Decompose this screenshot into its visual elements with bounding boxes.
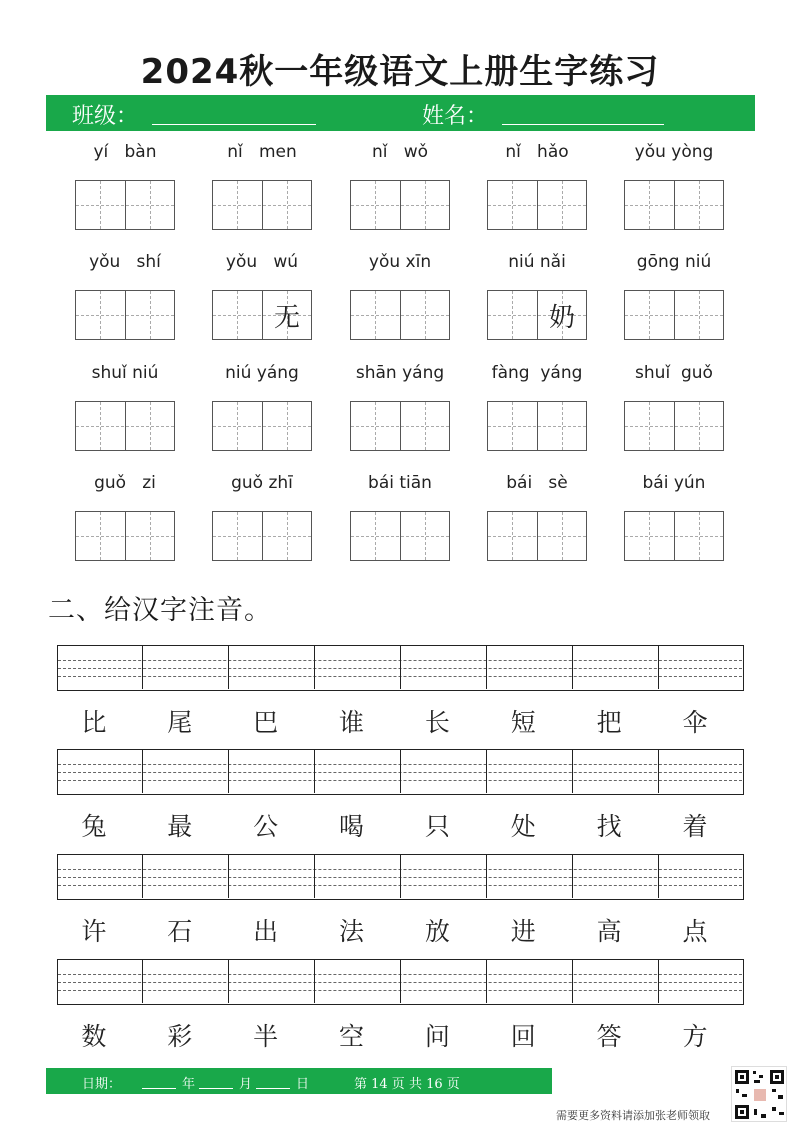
hanzi-character: 彩	[167, 1022, 193, 1051]
hanzi-character: 出	[253, 917, 279, 946]
name-field[interactable]	[502, 124, 664, 125]
grid-cell[interactable]	[537, 181, 587, 229]
hanzi-character: 空	[339, 1022, 365, 1051]
writing-grid[interactable]	[624, 180, 724, 230]
grid-cell[interactable]	[674, 181, 724, 229]
grid-cell[interactable]	[400, 402, 450, 450]
writing-grid[interactable]	[212, 511, 312, 561]
avatar	[752, 1087, 768, 1103]
pinyin-label: nǐ men	[227, 142, 297, 162]
pinyin-label: yǒu wú	[225, 252, 299, 272]
grid-cell[interactable]	[400, 181, 450, 229]
hanzi-character: 着	[682, 812, 708, 841]
pinyin-label: niú yáng	[225, 363, 299, 383]
writing-grid[interactable]	[487, 180, 587, 230]
grid-cell[interactable]	[625, 402, 675, 450]
hanzi-character: 问	[424, 1022, 450, 1051]
writing-grid[interactable]	[350, 290, 450, 340]
writing-grid[interactable]	[624, 401, 724, 451]
hanzi-character: 喝	[339, 812, 365, 841]
grid-cell[interactable]	[674, 291, 724, 339]
class-label: 班级：	[72, 104, 139, 129]
pinyin-writing-row[interactable]	[57, 645, 744, 691]
grid-cell[interactable]	[125, 402, 175, 450]
hanzi-character: 短	[510, 708, 536, 737]
hanzi-character: 伞	[682, 708, 708, 737]
pinyin-label: yí bàn	[93, 142, 157, 162]
pinyin-label: guǒ zhī	[231, 473, 293, 493]
writing-grid[interactable]	[350, 511, 450, 561]
year-label: 年	[182, 1077, 196, 1092]
grid-cell[interactable]	[488, 402, 538, 450]
hanzi-character: 法	[339, 917, 365, 946]
student-info-bar	[46, 95, 755, 131]
hanzi-character: 高	[596, 917, 622, 946]
hanzi-character: 最	[167, 812, 193, 841]
name-label: 姓名：	[422, 104, 489, 129]
grid-cell[interactable]	[537, 402, 587, 450]
grid-cell[interactable]	[351, 181, 401, 229]
pinyin-label: yǒu xīn	[368, 252, 432, 272]
hanzi-character: 只	[424, 812, 450, 841]
pinyin-label: fàng yáng	[491, 363, 583, 383]
pinyin-label: bái tiān	[368, 473, 432, 493]
grid-cell[interactable]	[213, 291, 263, 339]
pinyin-writing-row[interactable]	[57, 959, 744, 1005]
writing-grid[interactable]	[350, 180, 450, 230]
section-2-title: 二、给汉字注音。	[48, 595, 272, 626]
writing-grid[interactable]	[75, 511, 175, 561]
pinyin-label: bái sè	[506, 473, 568, 493]
writing-grid[interactable]	[624, 511, 724, 561]
pinyin-label: gōng niú	[636, 252, 712, 272]
hanzi-character: 石	[167, 917, 193, 946]
hanzi-character: 找	[596, 812, 622, 841]
writing-grid[interactable]	[487, 401, 587, 451]
grid-cell[interactable]	[488, 512, 538, 560]
qr-code-icon	[731, 1066, 787, 1122]
writing-grid[interactable]	[212, 180, 312, 230]
hanzi-character: 兔	[81, 812, 107, 841]
pinyin-label: guǒ zi	[94, 473, 156, 493]
pinyin-label: shuǐ guǒ	[635, 363, 713, 383]
grid-cell[interactable]	[488, 181, 538, 229]
grid-cell[interactable]	[674, 512, 724, 560]
pinyin-label: nǐ hǎo	[505, 142, 569, 162]
grid-cell[interactable]	[625, 181, 675, 229]
grid-cell[interactable]	[262, 512, 312, 560]
month-field[interactable]	[199, 1088, 233, 1089]
grid-cell[interactable]	[351, 402, 401, 450]
pinyin-label: bái yún	[642, 473, 706, 493]
grid-cell[interactable]	[351, 512, 401, 560]
grid-cell[interactable]	[125, 181, 175, 229]
month-label: 月	[239, 1077, 253, 1092]
page-title: 2024秋一年级语文上册生字练习	[140, 52, 660, 92]
grid-cell[interactable]	[400, 512, 450, 560]
hanzi-character: 尾	[167, 708, 193, 737]
hanzi-character: 长	[424, 708, 450, 737]
grid-cell[interactable]	[488, 291, 538, 339]
pinyin-writing-row[interactable]	[57, 854, 744, 900]
writing-grid[interactable]	[487, 511, 587, 561]
grid-character: 奶	[548, 303, 575, 333]
pinyin-label: nǐ wǒ	[371, 142, 428, 162]
writing-grid[interactable]	[75, 401, 175, 451]
writing-grid[interactable]	[624, 290, 724, 340]
grid-cell[interactable]	[125, 512, 175, 560]
hanzi-character: 公	[253, 812, 279, 841]
footer-bar	[46, 1068, 552, 1094]
pinyin-label: shān yáng	[355, 363, 445, 383]
hanzi-character: 数	[81, 1022, 107, 1051]
writing-grid[interactable]	[75, 290, 175, 340]
year-field[interactable]	[142, 1088, 176, 1089]
hanzi-character: 方	[682, 1022, 708, 1051]
hanzi-character: 回	[510, 1022, 536, 1051]
grid-cell[interactable]	[674, 402, 724, 450]
writing-grid[interactable]	[212, 401, 312, 451]
grid-cell[interactable]	[76, 402, 126, 450]
writing-grid[interactable]	[350, 401, 450, 451]
grid-cell[interactable]	[213, 402, 263, 450]
grid-cell[interactable]	[351, 291, 401, 339]
grid-cell[interactable]	[625, 512, 675, 560]
hanzi-character: 比	[81, 708, 107, 737]
hanzi-character: 答	[596, 1022, 622, 1051]
hanzi-character: 处	[510, 812, 536, 841]
pinyin-label: yǒu shí	[89, 252, 161, 272]
grid-cell[interactable]	[125, 291, 175, 339]
hanzi-character: 放	[424, 917, 450, 946]
page-number: 第 14 页 共 16 页	[354, 1077, 460, 1092]
grid-cell[interactable]	[76, 181, 126, 229]
hanzi-character: 进	[510, 917, 536, 946]
grid-cell[interactable]	[537, 512, 587, 560]
day-field[interactable]	[256, 1088, 290, 1089]
grid-cell[interactable]	[213, 512, 263, 560]
writing-grid[interactable]	[75, 180, 175, 230]
hanzi-character: 谁	[339, 708, 365, 737]
pinyin-label: niú nǎi	[508, 252, 566, 272]
hanzi-character: 许	[81, 917, 107, 946]
pinyin-label: shuǐ niú	[91, 363, 159, 383]
grid-cell[interactable]	[262, 402, 312, 450]
contact-note: 需要更多资料请添加张老师领取	[556, 1109, 710, 1122]
grid-cell[interactable]	[400, 291, 450, 339]
hanzi-character: 把	[596, 708, 622, 737]
grid-cell[interactable]	[262, 181, 312, 229]
grid-cell[interactable]	[625, 291, 675, 339]
grid-cell[interactable]	[76, 291, 126, 339]
writing-grid[interactable]	[212, 290, 312, 340]
pinyin-writing-row[interactable]	[57, 749, 744, 795]
hanzi-character: 半	[253, 1022, 279, 1051]
hanzi-character: 巴	[253, 708, 279, 737]
day-label: 日	[296, 1077, 310, 1092]
hanzi-character: 点	[682, 917, 708, 946]
grid-character: 无	[273, 303, 300, 333]
writing-grid[interactable]	[487, 290, 587, 340]
pinyin-label: yǒu yòng	[634, 142, 714, 162]
grid-cell[interactable]	[213, 181, 263, 229]
class-field[interactable]	[152, 124, 316, 125]
date-label: 日期：	[82, 1077, 122, 1092]
grid-cell[interactable]	[76, 512, 126, 560]
